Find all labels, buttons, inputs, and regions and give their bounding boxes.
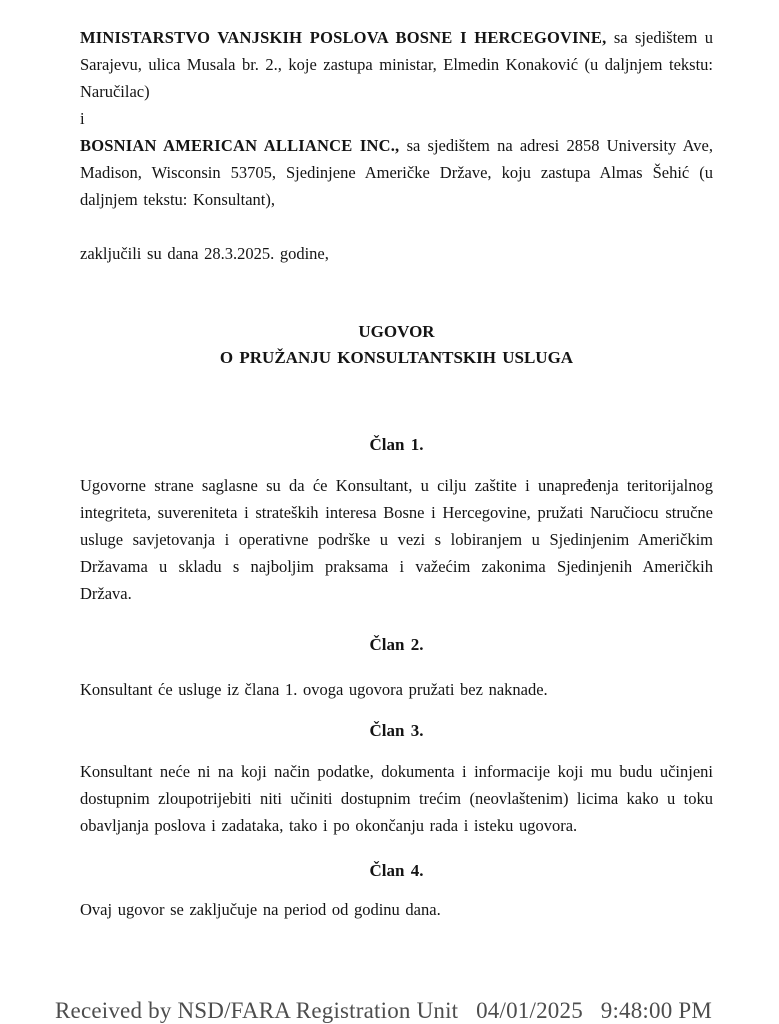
article-4-body: Ovaj ugovor se zaključuje na period od godinu dana. [80,900,441,919]
article-1-body: Ugovorne strane saglasne su da će Konsultant, u cilju zaštite i unapređenja teritorijalnog integriteta, suvereniteta i strateških interesa Bosne i Hercegovine, pružati Naručiocu stručne usluge savjetovanja i operativne podrške u vezi s lobiranjem u Sjedinjenim Američkim Državama u skladu s najboljim praksama i važećim zakonima Sjedinjenih Američkih Država. [80,476,713,603]
document-title-line-2: O PRUŽANJU KONSULTANTSKIH USLUGA [219,348,574,367]
article-3-body: Konsultant neće ni na koji način podatke, dokumenta i informacije koji mu budu učinjeni dostupnim zloupotrijebiti niti učiniti dostupnim trećim (neovlaštenim) licima kako u toku obavljanja poslova i zadataka, tako i po okončanju rada i isteku ugovora. [80,762,713,835]
document-title-line-1: UGOVOR [358,322,435,341]
article-1-heading: Član 1. [369,435,424,454]
party-2-details: sa sjedištem na adresi 2858 University Ave, Madison, Wisconsin 53705, Sjedinjene Američke Države, koju zastupa Almas Šehić (u daljnjem tekstu: Konsultant), [80,136,713,209]
article-4-heading: Član 4. [369,861,424,880]
article-2-body: Konsultant će usluge iz člana 1. ovoga ugovora pružati bez naknade. [80,680,548,699]
party-2-name: BOSNIAN AMERICAN ALLIANCE INC., [80,136,400,155]
party-1-paragraph [80,24,713,105]
conclusion-date-line: zaključili su dana 28.3.2025. godine, [80,244,329,263]
article-3-heading: Član 3. [369,721,424,740]
document-title [80,319,713,371]
article-2-heading: Član 2. [369,635,424,654]
party-1-details: sa sjedištem u Sarajevu, ulica Musala br. 2., koje zastupa ministar, Elmedin Konaković (u daljnjem tekstu: Naručilac) [80,28,713,101]
parties-conjunction: i [80,109,85,128]
party-1-name: MINISTARSTVO VANJSKIH POSLOVA BOSNE I HERCEGOVINE, [80,28,607,47]
party-2-paragraph [80,132,713,213]
fara-received-stamp: Received by NSD/FARA Registration Unit 04/01/2025 9:48:00 PM [55,998,713,1023]
